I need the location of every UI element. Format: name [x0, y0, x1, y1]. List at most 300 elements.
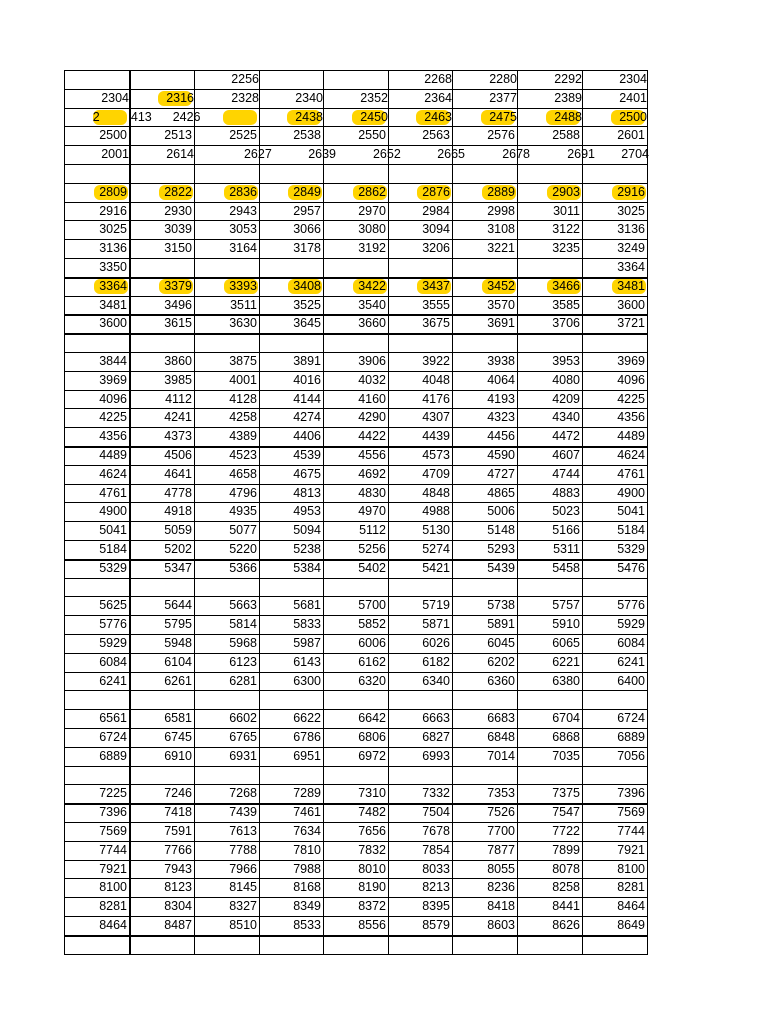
table-cell[interactable]: 4406 [293, 429, 321, 443]
table-cell[interactable]: 5184 [99, 542, 127, 556]
table-cell[interactable]: 6360 [487, 674, 515, 688]
table-cell[interactable]: 4489 [617, 429, 645, 443]
table-cell[interactable]: 6084 [617, 636, 645, 650]
table-cell[interactable]: 3408 [293, 279, 321, 293]
table-cell[interactable] [388, 164, 450, 182]
table-cell[interactable] [64, 108, 127, 126]
table-cell[interactable]: 8487 [164, 918, 192, 932]
table-cell[interactable]: 5421 [422, 561, 450, 575]
table-cell[interactable]: 3221 [487, 241, 515, 255]
table-cell[interactable]: 4658 [229, 467, 257, 481]
table-cell[interactable]: 4590 [487, 448, 515, 462]
table-cell[interactable]: 6162 [358, 655, 386, 669]
table-cell[interactable]: 3645 [293, 316, 321, 330]
table-cell[interactable]: 7921 [617, 843, 645, 857]
table-cell[interactable]: 4539 [293, 448, 321, 462]
table-cell[interactable]: 6602 [229, 711, 257, 725]
table-cell[interactable]: 3969 [617, 354, 645, 368]
table-cell[interactable]: 3953 [552, 354, 580, 368]
table-cell[interactable]: 3481 [99, 298, 127, 312]
table-cell[interactable] [582, 89, 645, 107]
table-cell[interactable]: 8281 [617, 880, 645, 894]
table-cell[interactable]: 6806 [358, 730, 386, 744]
table-cell[interactable]: 4144 [293, 392, 321, 406]
table-cell[interactable] [452, 89, 515, 107]
table-cell[interactable] [517, 70, 580, 88]
table-cell[interactable]: 2665 [437, 147, 465, 161]
table-cell[interactable] [452, 164, 515, 182]
table-cell[interactable]: 3844 [99, 354, 127, 368]
table-cell[interactable]: 7014 [487, 749, 515, 763]
table-cell[interactable] [194, 108, 257, 126]
table-cell[interactable]: 4128 [229, 392, 257, 406]
table-cell[interactable] [388, 578, 450, 596]
table-cell[interactable]: 3481 [617, 279, 645, 293]
table-cell[interactable]: 4813 [293, 486, 321, 500]
table-cell[interactable]: 5814 [229, 617, 257, 631]
table-cell[interactable]: 7966 [229, 862, 257, 876]
table-cell[interactable] [452, 690, 515, 708]
table-cell[interactable] [388, 108, 450, 126]
table-cell[interactable] [582, 145, 645, 163]
table-cell[interactable]: 4506 [164, 448, 192, 462]
table-cell[interactable]: 4830 [358, 486, 386, 500]
table-cell[interactable]: 8168 [293, 880, 321, 894]
table-cell[interactable]: 8556 [358, 918, 386, 932]
table-cell[interactable]: 2984 [422, 204, 450, 218]
table-cell[interactable] [129, 690, 192, 708]
table-cell[interactable]: 4176 [422, 392, 450, 406]
table-cell[interactable]: 6045 [487, 636, 515, 650]
table-cell[interactable]: 2389 [554, 91, 582, 105]
table-cell[interactable]: 3422 [358, 279, 386, 293]
table-cell[interactable]: 2 [92, 110, 100, 124]
table-cell[interactable]: 2563 [422, 128, 450, 142]
table-cell[interactable] [194, 578, 257, 596]
table-cell[interactable]: 2836 [229, 185, 257, 199]
table-cell[interactable]: 4340 [552, 410, 580, 424]
table-cell[interactable]: 2438 [295, 110, 323, 124]
table-cell[interactable]: 6848 [487, 730, 515, 744]
table-cell[interactable]: 3615 [164, 316, 192, 330]
table-cell[interactable]: 5112 [359, 523, 386, 537]
table-cell[interactable]: 2550 [358, 128, 386, 142]
table-cell[interactable]: 6202 [487, 655, 515, 669]
table-cell[interactable]: 4727 [487, 467, 515, 481]
table-cell[interactable]: 5795 [164, 617, 192, 631]
table-cell[interactable]: 7035 [552, 749, 580, 763]
table-cell[interactable]: 5757 [552, 598, 580, 612]
table-cell[interactable] [129, 89, 192, 107]
table-cell[interactable] [517, 164, 580, 182]
table-cell[interactable] [452, 766, 515, 784]
table-cell[interactable]: 4096 [99, 392, 127, 406]
table-cell[interactable]: 3969 [99, 373, 127, 387]
table-cell[interactable]: 3540 [358, 298, 386, 312]
table-cell[interactable]: 3691 [487, 316, 515, 330]
table-cell[interactable]: 4048 [422, 373, 450, 387]
table-cell[interactable]: 7943 [164, 862, 192, 876]
table-cell[interactable] [517, 766, 580, 784]
table-cell[interactable]: 5293 [487, 542, 515, 556]
table-cell[interactable]: 5833 [293, 617, 321, 631]
table-cell[interactable] [259, 89, 321, 107]
table-cell[interactable]: 8010 [358, 862, 386, 876]
table-cell[interactable]: 4209 [552, 392, 580, 406]
table-cell[interactable]: 7656 [358, 824, 386, 838]
table-cell[interactable]: 6889 [617, 730, 645, 744]
table-cell[interactable]: 6951 [293, 749, 321, 763]
table-cell[interactable]: 2849 [293, 185, 321, 199]
table-cell[interactable]: 3094 [422, 222, 450, 236]
table-cell[interactable]: 2903 [552, 185, 580, 199]
table-cell[interactable]: 4290 [358, 410, 386, 424]
table-cell[interactable]: 5274 [422, 542, 450, 556]
table-cell[interactable]: 5166 [552, 523, 580, 537]
table-cell[interactable]: 8579 [422, 918, 450, 932]
table-cell[interactable]: 4258 [229, 410, 257, 424]
table-cell[interactable]: 2488 [554, 110, 582, 124]
table-cell[interactable]: 5059 [164, 523, 192, 537]
table-cell[interactable]: 4001 [229, 373, 257, 387]
table-cell[interactable] [452, 145, 515, 163]
table-cell[interactable] [323, 108, 386, 126]
table-cell[interactable]: 6910 [164, 749, 192, 763]
table-cell[interactable] [517, 258, 580, 276]
table-cell[interactable]: 8213 [422, 880, 450, 894]
table-cell[interactable]: 3136 [99, 241, 127, 255]
table-cell[interactable]: 3053 [229, 222, 257, 236]
table-cell[interactable] [64, 164, 127, 182]
table-cell[interactable]: 5402 [358, 561, 386, 575]
table-cell[interactable]: 5719 [422, 598, 450, 612]
table-cell[interactable] [64, 690, 127, 708]
table-cell[interactable]: 3922 [422, 354, 450, 368]
table-cell[interactable]: 7439 [229, 805, 257, 819]
table-cell[interactable] [259, 578, 321, 596]
table-cell[interactable] [259, 145, 321, 163]
table-cell[interactable]: 3122 [552, 222, 580, 236]
table-cell[interactable] [259, 108, 321, 126]
table-cell[interactable]: 3600 [99, 316, 127, 330]
table-cell[interactable]: 6561 [99, 711, 127, 725]
table-cell[interactable] [259, 766, 321, 784]
table-cell[interactable]: 4356 [617, 410, 645, 424]
table-cell[interactable] [129, 164, 192, 182]
table-cell[interactable]: 5077 [229, 523, 257, 537]
table-cell[interactable]: 4624 [99, 467, 127, 481]
table-cell[interactable] [582, 690, 645, 708]
table-cell[interactable]: 6745 [164, 730, 192, 744]
table-cell[interactable] [64, 935, 127, 953]
table-cell[interactable]: 3379 [164, 279, 192, 293]
table-cell[interactable] [194, 89, 257, 107]
table-cell[interactable]: 5384 [293, 561, 321, 575]
table-cell[interactable]: 2377 [489, 91, 517, 105]
table-cell[interactable]: 6724 [617, 711, 645, 725]
table-cell[interactable]: 3011 [553, 204, 580, 218]
table-cell[interactable]: 4523 [229, 448, 257, 462]
table-cell[interactable]: 3452 [487, 279, 515, 293]
table-cell[interactable]: 2292 [554, 72, 582, 86]
table-cell[interactable] [323, 766, 386, 784]
table-cell[interactable]: 6104 [164, 655, 192, 669]
table-cell[interactable]: 3938 [487, 354, 515, 368]
table-cell[interactable]: 3706 [552, 316, 580, 330]
table-cell[interactable]: 8649 [617, 918, 645, 932]
table-cell[interactable]: 8418 [487, 899, 515, 913]
table-cell[interactable]: 2601 [617, 128, 645, 142]
table-cell[interactable]: 6006 [358, 636, 386, 650]
table-cell[interactable]: 4692 [358, 467, 386, 481]
table-cell[interactable]: 8441 [552, 899, 580, 913]
table-cell[interactable]: 3985 [164, 373, 192, 387]
table-cell[interactable]: 3906 [358, 354, 386, 368]
table-cell[interactable]: 4472 [552, 429, 580, 443]
table-cell[interactable]: 5458 [552, 561, 580, 575]
table-cell[interactable]: 5366 [229, 561, 257, 575]
table-cell[interactable]: 7225 [99, 786, 127, 800]
table-cell[interactable]: 2916 [99, 204, 127, 218]
table-cell[interactable]: 5776 [617, 598, 645, 612]
table-cell[interactable] [517, 690, 580, 708]
table-cell[interactable]: 3555 [422, 298, 450, 312]
table-cell[interactable]: 6143 [293, 655, 321, 669]
table-cell[interactable]: 413 [130, 110, 152, 124]
table-cell[interactable] [194, 70, 257, 88]
table-cell[interactable]: 5871 [422, 617, 450, 631]
table-cell[interactable]: 2538 [293, 128, 321, 142]
table-cell[interactable]: 8349 [293, 899, 321, 913]
table-cell[interactable]: 6281 [229, 674, 257, 688]
table-cell[interactable]: 7591 [164, 824, 192, 838]
table-cell[interactable]: 2957 [293, 204, 321, 218]
table-cell[interactable] [388, 766, 450, 784]
table-cell[interactable] [259, 333, 321, 351]
table-cell[interactable]: 3600 [617, 298, 645, 312]
table-cell[interactable]: 2316 [166, 91, 194, 105]
table-cell[interactable]: 3039 [164, 222, 192, 236]
table-cell[interactable]: 2916 [617, 185, 645, 199]
table-cell[interactable]: 5148 [487, 523, 515, 537]
table-cell[interactable]: 2627 [243, 147, 272, 161]
table-cell[interactable] [388, 935, 450, 953]
table-cell[interactable]: 8372 [358, 899, 386, 913]
table-cell[interactable]: 3630 [229, 316, 257, 330]
table-cell[interactable]: 7547 [552, 805, 580, 819]
table-cell[interactable]: 3350 [99, 260, 127, 274]
table-cell[interactable]: 5006 [487, 504, 515, 518]
table-cell[interactable] [259, 70, 321, 88]
table-cell[interactable]: 6320 [358, 674, 386, 688]
table-cell[interactable]: 3570 [487, 298, 515, 312]
table-cell[interactable] [259, 164, 321, 182]
table-cell[interactable]: 7899 [552, 843, 580, 857]
table-cell[interactable]: 2576 [487, 128, 515, 142]
table-cell[interactable]: 4307 [422, 410, 450, 424]
table-cell[interactable]: 4796 [229, 486, 257, 500]
table-cell[interactable] [452, 70, 515, 88]
table-cell[interactable]: 2970 [358, 204, 386, 218]
table-cell[interactable]: 6704 [552, 711, 580, 725]
table-cell[interactable]: 6182 [422, 655, 450, 669]
table-cell[interactable]: 5663 [229, 598, 257, 612]
table-cell[interactable]: 2450 [360, 110, 388, 124]
table-cell[interactable]: 5311 [553, 542, 580, 556]
table-cell[interactable]: 5041 [617, 504, 645, 518]
table-cell[interactable]: 7921 [99, 862, 127, 876]
table-cell[interactable]: 3192 [358, 241, 386, 255]
table-cell[interactable] [582, 333, 645, 351]
table-cell[interactable]: 5910 [552, 617, 580, 631]
table-cell[interactable]: 4225 [99, 410, 127, 424]
table-cell[interactable]: 7877 [487, 843, 515, 857]
table-cell[interactable]: 7482 [358, 805, 386, 819]
table-cell[interactable]: 2876 [422, 185, 450, 199]
table-cell[interactable] [323, 70, 386, 88]
table-cell[interactable]: 7396 [617, 786, 645, 800]
table-cell[interactable]: 2304 [619, 72, 647, 86]
table-cell[interactable]: 3235 [552, 241, 580, 255]
table-cell[interactable]: 5644 [164, 598, 192, 612]
table-cell[interactable] [452, 258, 515, 276]
table-cell[interactable]: 5023 [552, 504, 580, 518]
table-cell[interactable]: 5202 [164, 542, 192, 556]
table-cell[interactable]: 6786 [293, 730, 321, 744]
table-cell[interactable]: 6026 [422, 636, 450, 650]
table-cell[interactable]: 4274 [293, 410, 321, 424]
table-cell[interactable] [323, 935, 386, 953]
table-cell[interactable] [323, 690, 386, 708]
table-cell[interactable]: 6765 [229, 730, 257, 744]
table-cell[interactable] [194, 690, 257, 708]
table-cell[interactable]: 8100 [99, 880, 127, 894]
table-cell[interactable]: 8123 [164, 880, 192, 894]
table-cell[interactable] [517, 145, 580, 163]
table-cell[interactable]: 5476 [617, 561, 645, 575]
table-cell[interactable]: 3875 [229, 354, 257, 368]
table-cell[interactable]: 6581 [164, 711, 192, 725]
table-cell[interactable]: 2463 [424, 110, 452, 124]
table-cell[interactable] [64, 145, 127, 163]
table-cell[interactable] [64, 333, 127, 351]
table-cell[interactable]: 5700 [358, 598, 386, 612]
table-cell[interactable]: 8055 [487, 862, 515, 876]
table-cell[interactable] [388, 258, 450, 276]
table-cell[interactable]: 4064 [487, 373, 515, 387]
table-cell[interactable]: 7289 [293, 786, 321, 800]
table-cell[interactable]: 5238 [293, 542, 321, 556]
table-cell[interactable]: 5929 [617, 617, 645, 631]
table-cell[interactable] [64, 89, 127, 107]
table-cell[interactable]: 4848 [422, 486, 450, 500]
table-cell[interactable] [129, 935, 192, 953]
table-cell[interactable]: 2998 [487, 204, 515, 218]
table-cell[interactable]: 3660 [358, 316, 386, 330]
table-cell[interactable]: 8464 [617, 899, 645, 913]
table-cell[interactable]: 3364 [617, 260, 645, 274]
table-cell[interactable]: 3393 [229, 279, 257, 293]
table-cell[interactable]: 6642 [358, 711, 386, 725]
table-cell[interactable]: 3206 [422, 241, 450, 255]
table-cell[interactable]: 6889 [99, 749, 127, 763]
table-cell[interactable]: 6300 [293, 674, 321, 688]
table-cell[interactable]: 4356 [99, 429, 127, 443]
table-cell[interactable]: 4935 [229, 504, 257, 518]
table-cell[interactable]: 7700 [487, 824, 515, 838]
table-cell[interactable] [582, 108, 645, 126]
table-cell[interactable]: 2475 [489, 110, 517, 124]
table-cell[interactable]: 5329 [617, 542, 645, 556]
table-cell[interactable]: 3585 [552, 298, 580, 312]
table-cell[interactable]: 2943 [229, 204, 257, 218]
table-cell[interactable]: 5681 [293, 598, 321, 612]
table-cell[interactable]: 7353 [487, 786, 515, 800]
table-cell[interactable] [582, 578, 645, 596]
table-cell[interactable] [582, 70, 645, 88]
table-cell[interactable] [388, 690, 450, 708]
table-cell[interactable] [194, 766, 257, 784]
table-cell[interactable]: 4900 [617, 486, 645, 500]
table-cell[interactable]: 5987 [293, 636, 321, 650]
table-cell[interactable]: 5948 [164, 636, 192, 650]
table-cell[interactable]: 2525 [229, 128, 257, 142]
table-cell[interactable] [259, 690, 321, 708]
table-cell[interactable]: 6972 [358, 749, 386, 763]
table-cell[interactable] [323, 164, 386, 182]
table-cell[interactable]: 4970 [358, 504, 386, 518]
table-cell[interactable]: 2352 [360, 91, 388, 105]
table-cell[interactable]: 4744 [552, 467, 580, 481]
table-cell[interactable]: 7504 [422, 805, 450, 819]
table-cell[interactable]: 7744 [99, 843, 127, 857]
table-cell[interactable]: 4918 [164, 504, 192, 518]
table-cell[interactable]: 8304 [164, 899, 192, 913]
table-cell[interactable]: 6724 [99, 730, 127, 744]
table-cell[interactable]: 7613 [229, 824, 257, 838]
table-cell[interactable]: 3150 [164, 241, 192, 255]
table-cell[interactable]: 5968 [229, 636, 257, 650]
table-cell[interactable]: 2889 [487, 185, 515, 199]
table-cell[interactable]: 4489 [99, 448, 127, 462]
table-cell[interactable]: 2639 [308, 147, 336, 161]
table-cell[interactable]: 4225 [617, 392, 645, 406]
table-cell[interactable]: 8258 [552, 880, 580, 894]
table-cell[interactable]: 2280 [489, 72, 517, 86]
table-cell[interactable]: 5929 [99, 636, 127, 650]
table-cell[interactable]: 3675 [422, 316, 450, 330]
table-cell[interactable] [388, 70, 450, 88]
table-cell[interactable] [388, 89, 450, 107]
table-cell[interactable]: 8100 [617, 862, 645, 876]
table-cell[interactable] [64, 766, 127, 784]
table-cell[interactable] [452, 333, 515, 351]
table-cell[interactable]: 4439 [422, 429, 450, 443]
table-cell[interactable]: 3025 [99, 222, 127, 236]
table-cell[interactable]: 4641 [164, 467, 192, 481]
table-cell[interactable] [129, 333, 192, 351]
table-cell[interactable]: 3496 [164, 298, 192, 312]
table-cell[interactable]: 4761 [99, 486, 127, 500]
table-cell[interactable]: 7526 [487, 805, 515, 819]
table-cell[interactable]: 7722 [552, 824, 580, 838]
table-cell[interactable] [323, 578, 386, 596]
table-cell[interactable]: 8626 [552, 918, 580, 932]
table-cell[interactable]: 3466 [552, 279, 580, 293]
table-cell[interactable] [129, 70, 192, 88]
table-cell[interactable]: 6993 [422, 749, 450, 763]
table-cell[interactable]: 4953 [293, 504, 321, 518]
